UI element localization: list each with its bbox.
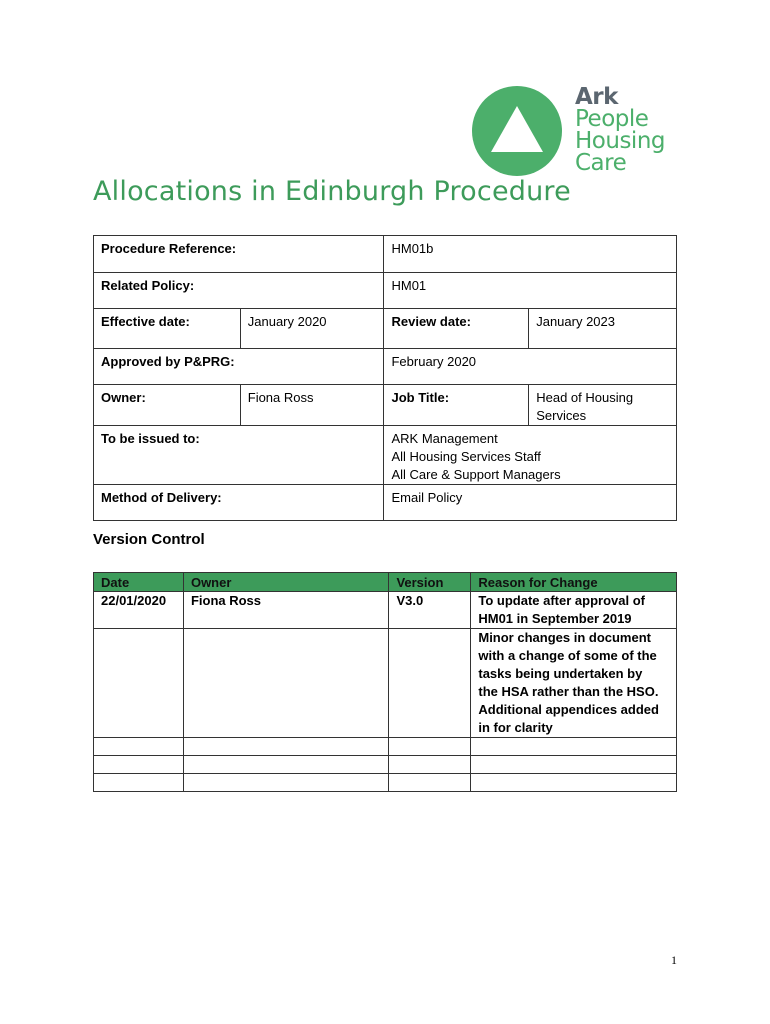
version-control-heading: Version Control	[93, 531, 205, 548]
issued-to-line: ARK Management	[391, 431, 498, 446]
ark-logo	[472, 86, 682, 180]
job-title-line: Services	[536, 408, 587, 423]
triangle-icon	[491, 106, 543, 152]
logo-care: Care	[575, 150, 627, 176]
column-header-reason: Reason for Change	[471, 573, 677, 592]
reason-line: tasks being undertaken by	[478, 666, 643, 681]
effective-date-value: January 2020	[240, 309, 384, 349]
reason-line: with a change of some of the	[478, 648, 657, 663]
row-owner: Fiona Ross	[183, 592, 388, 629]
reason-line: HM01 in September 2019	[478, 611, 632, 626]
reason-line: Minor changes in document	[478, 630, 651, 645]
logo-people: People	[575, 106, 649, 132]
approved-value: February 2020	[384, 349, 677, 385]
logo-wordmark	[575, 86, 665, 174]
related-policy-value: HM01	[384, 273, 677, 309]
row-version	[389, 629, 471, 738]
row-owner	[183, 629, 388, 738]
review-date-label: Review date:	[384, 309, 529, 349]
logo-circle	[472, 86, 562, 176]
column-header-version: Version	[389, 573, 471, 592]
delivery-method-label: Method of Delivery:	[94, 485, 384, 521]
reason-line: the HSA rather than the HSO.	[478, 684, 659, 699]
related-policy-label: Related Policy:	[94, 273, 384, 309]
row-date	[94, 629, 184, 738]
version-control-table	[93, 572, 677, 792]
delivery-method-value: Email Policy	[384, 485, 677, 521]
table-row	[94, 774, 677, 792]
row-reason	[471, 629, 677, 738]
logo-housing: Housing	[575, 128, 665, 154]
row-date: 22/01/2020	[94, 592, 184, 629]
issued-to-line: All Care & Support Managers	[391, 467, 561, 482]
approved-label: Approved by P&PRG:	[94, 349, 384, 385]
owner-label: Owner:	[94, 385, 241, 426]
logo-brand: Ark	[575, 84, 618, 110]
job-title-line: Head of Housing	[536, 390, 634, 405]
reason-line: Additional appendices added	[478, 702, 659, 717]
row-reason	[471, 592, 677, 629]
page-number: 1	[671, 953, 677, 967]
table-row	[94, 738, 677, 756]
table-row	[94, 629, 677, 738]
owner-value: Fiona Ross	[240, 385, 384, 426]
procedure-info-table	[93, 235, 677, 521]
effective-date-label: Effective date:	[94, 309, 241, 349]
issued-to-line: All Housing Services Staff	[391, 449, 541, 464]
row-version: V3.0	[389, 592, 471, 629]
procedure-reference-label: Procedure Reference:	[94, 236, 384, 273]
table-row	[94, 592, 677, 629]
issued-to-label: To be issued to:	[94, 426, 384, 485]
job-title-label: Job Title:	[384, 385, 529, 426]
procedure-reference-value: HM01b	[384, 236, 677, 273]
table-row	[94, 756, 677, 774]
review-date-value: January 2023	[529, 309, 677, 349]
page-title: Allocations in Edinburgh Procedure	[93, 176, 571, 207]
column-header-date: Date	[94, 573, 184, 592]
issued-to-value	[384, 426, 677, 485]
column-header-owner: Owner	[183, 573, 388, 592]
job-title-value	[529, 385, 677, 426]
reason-line: To update after approval of	[478, 593, 645, 608]
reason-line: in for clarity	[478, 720, 553, 735]
